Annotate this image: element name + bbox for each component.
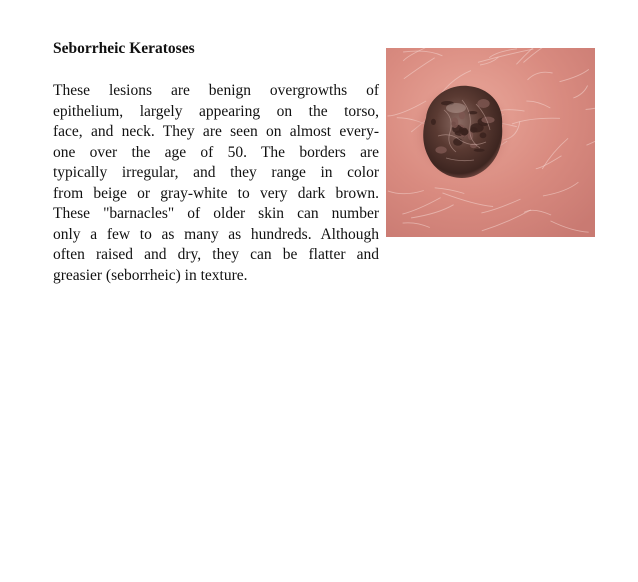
body-line: typically irregular, and they range in color: [53, 164, 379, 181]
lesion-crust: [477, 99, 489, 108]
body-line: face, and neck. They are seen on almost every-: [53, 123, 379, 140]
lesion-crust: [461, 128, 468, 136]
lesion-crust: [435, 146, 446, 153]
body-line: only a few to as many as hundreds. Although: [53, 225, 379, 243]
lesion-crust: [474, 149, 485, 152]
body-paragraph: [53, 81, 379, 286]
lesion-crust: [451, 117, 458, 128]
lesion-crust: [453, 138, 463, 146]
body-line: greasier (seborrheic) in texture.: [53, 266, 248, 284]
lesion-crust: [470, 127, 478, 133]
body-line: from beige or gray-white to very dark brown.: [53, 184, 379, 202]
lesion-crust: [481, 117, 494, 124]
body-line: one over the age of 50. The borders are: [53, 143, 379, 161]
lesion-crust: [480, 132, 487, 138]
body-line: epithelium, largely appearing on the torso,: [53, 102, 379, 120]
body-line: These lesions are benign overgrowths of: [53, 82, 379, 99]
lesion-photo: [386, 48, 595, 237]
section-title: Seborrheic Keratoses: [53, 40, 195, 57]
lesion-crust: [431, 119, 436, 125]
body-line: These "barnacles" of older skin can number: [53, 205, 379, 222]
lesion-crust: [470, 143, 477, 148]
body-line: often raised and dry, they can be flatter and: [53, 246, 379, 263]
